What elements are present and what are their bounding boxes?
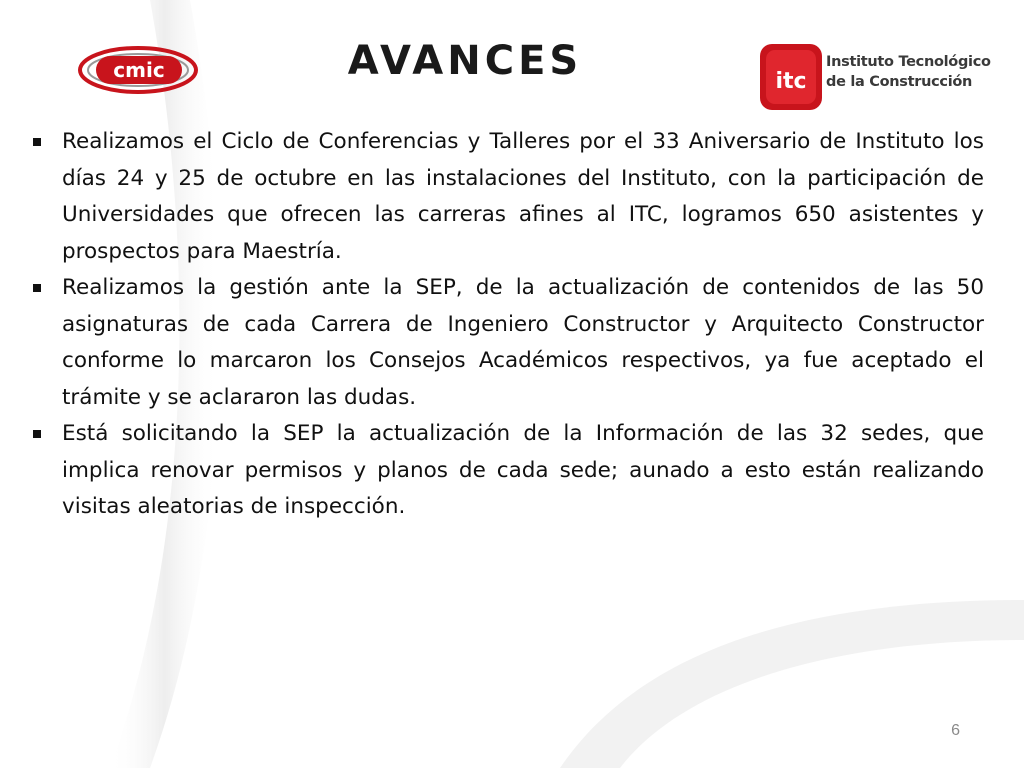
bullet-item: [30, 416, 984, 526]
itc-caption-line2: de la Construcción: [826, 74, 973, 90]
square-bullet-icon: [33, 430, 41, 438]
page-title: AVANCES: [347, 38, 583, 84]
itc-logo-mark: itc: [775, 69, 807, 94]
cmic-logo-text: cmic: [113, 58, 165, 82]
bullet-item: [30, 270, 984, 416]
bullet-item: [30, 124, 984, 270]
bullet-text: Está solicitando la SEP la actualización de la Información de las 32 sedes, que implica renovar permisos y planos de cada sede; aunado a esto están realizando visitas aleatorias de inspección.: [62, 421, 984, 519]
bullet-text: Realizamos el Ciclo de Conferencias y Talleres por el 33 Aniversario de Instituto los días 24 y 25 de octubre en las instalaciones del Instituto, con la participación de Universidades que ofrecen las carreras afines al ITC, logramos 650 asistentes y prospectos para Maestría.: [62, 129, 984, 264]
bullet-text: Realizamos la gestión ante la SEP, de la actualización de contenidos de las 50 asignaturas de cada Carrera de Ingeniero Constructor y Arquitecto Constructor conforme lo marcaron los Consejos Académicos respectivos, ya fue aceptado el trámite y se aclararon las dudas.: [62, 275, 984, 410]
itc-caption-line1: Instituto Tecnológico: [826, 54, 991, 70]
bullet-list: [30, 124, 984, 526]
square-bullet-icon: [33, 138, 41, 146]
square-bullet-icon: [33, 284, 41, 292]
page-number: 6: [951, 722, 960, 739]
itc-logo-caption: [826, 52, 996, 92]
